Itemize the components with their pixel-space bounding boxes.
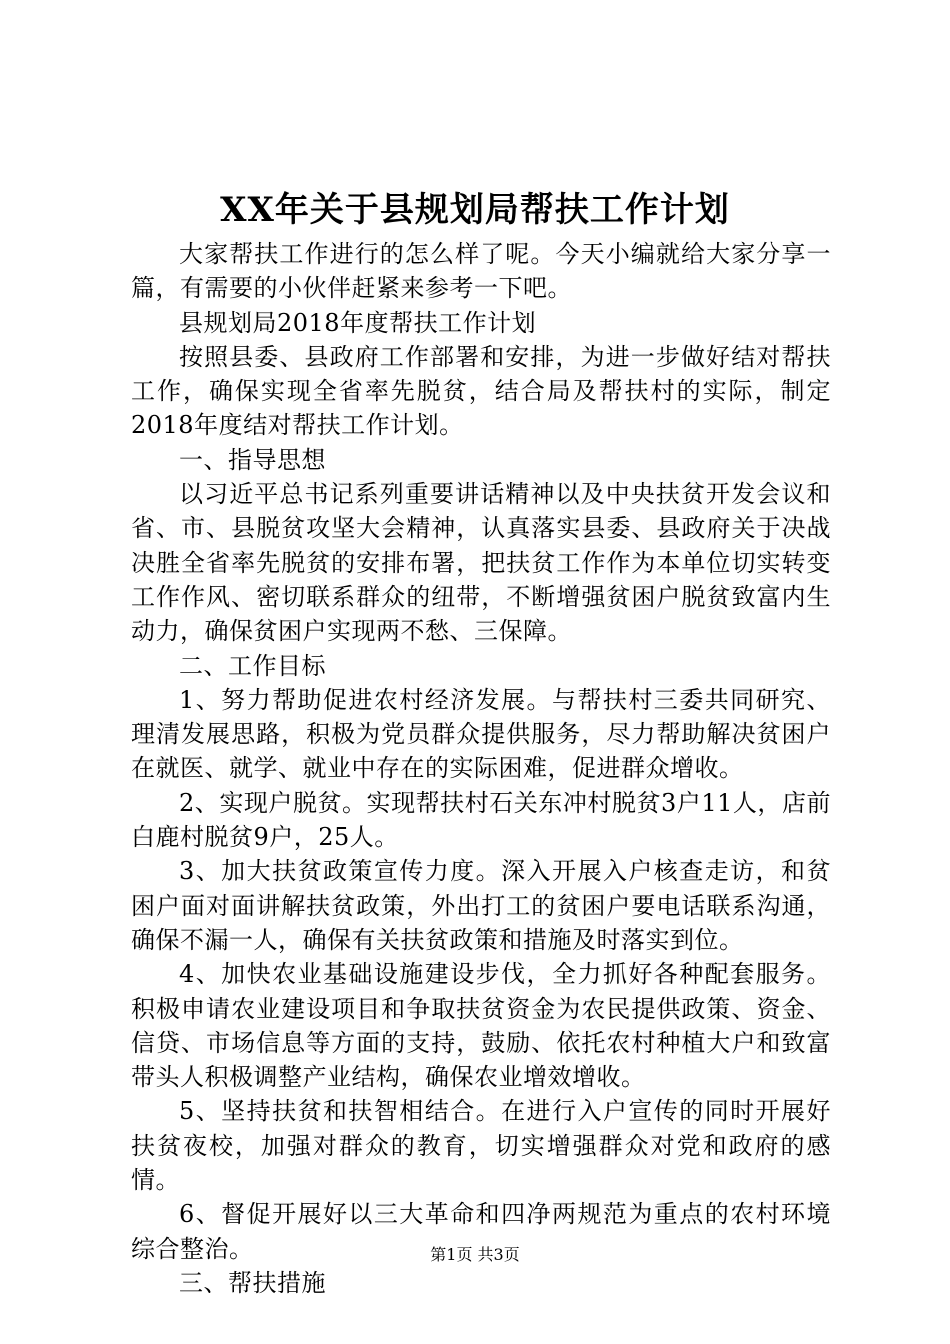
paragraph-preamble: 按照县委、县政府工作部署和安排，为进一步做好结对帮扶工作，确保实现全省率先脱贫，结合局及帮扶村的实际，制定2018年度结对帮扶工作计划。: [131, 342, 831, 440]
goal-item-2: 2、实现户脱贫。实现帮扶村石关东冲村脱贫3户11人，店前白鹿村脱贫9户，25人。: [131, 788, 831, 852]
section-heading-work-goals: 二、工作目标: [179, 651, 326, 680]
goal-item-5: 5、坚持扶贫和扶智相结合。在进行入户宣传的同时开展好扶贫夜校，加强对群众的教育，切实增强群众对党和政府的感情。: [131, 1097, 831, 1195]
page-footer: 第1页 共3页: [430, 1245, 520, 1264]
section-heading-guiding-ideology: 一、指导思想: [179, 445, 326, 474]
goal-item-1: 1、努力帮助促进农村经济发展。与帮扶村三委共同研究、理清发展思路，积极为党员群众提供服务，尽力帮助解决贫困户在就医、就学、就业中存在的实际困难，促进群众增收。: [131, 685, 831, 783]
paragraph-subtitle: 县规划局2018年度帮扶工作计划: [179, 308, 537, 337]
goal-item-6: 6、督促开展好以三大革命和四净两规范为重点的农村环境综合整治。: [131, 1200, 831, 1263]
document-body: [131, 237, 831, 1300]
paragraph-intro: 大家帮扶工作进行的怎么样了呢。今天小编就给大家分享一篇，有需要的小伙伴赶紧来参考一下吧。: [131, 240, 831, 303]
paragraph-guiding-ideology: 以习近平总书记系列重要讲话精神以及中央扶贫开发会议和省、市、县脱贫攻坚大会精神，认真落实县委、县政府关于决战决胜全省率先脱贫的安排布署，把扶贫工作作为本单位切实转变工作作风、密切联系群众的纽带，不断增强贫困户脱贫致富内生动力，确保贫困户实现两不愁、三保障。: [131, 480, 831, 646]
goal-item-3: 3、加大扶贫政策宣传力度。深入开展入户核查走访，和贫困户面对面讲解扶贫政策，外出打工的贫困户要电话联系沟通，确保不漏一人，确保有关扶贫政策和措施及时落实到位。: [131, 857, 831, 954]
goal-item-4: 4、加快农业基础设施建设步伐，全力抓好各种配套服务。积极申请农业建设项目和争取扶贫资金为农民提供政策、资金、信贷、市场信息等方面的支持，鼓励、依托农村种植大户和致富带头人积极调整产业结构，确保农业增效增收。: [131, 960, 831, 1092]
section-heading-measures: 三、帮扶措施: [179, 1268, 326, 1297]
document-title: XX年关于县规划局帮扶工作计划: [220, 190, 730, 230]
